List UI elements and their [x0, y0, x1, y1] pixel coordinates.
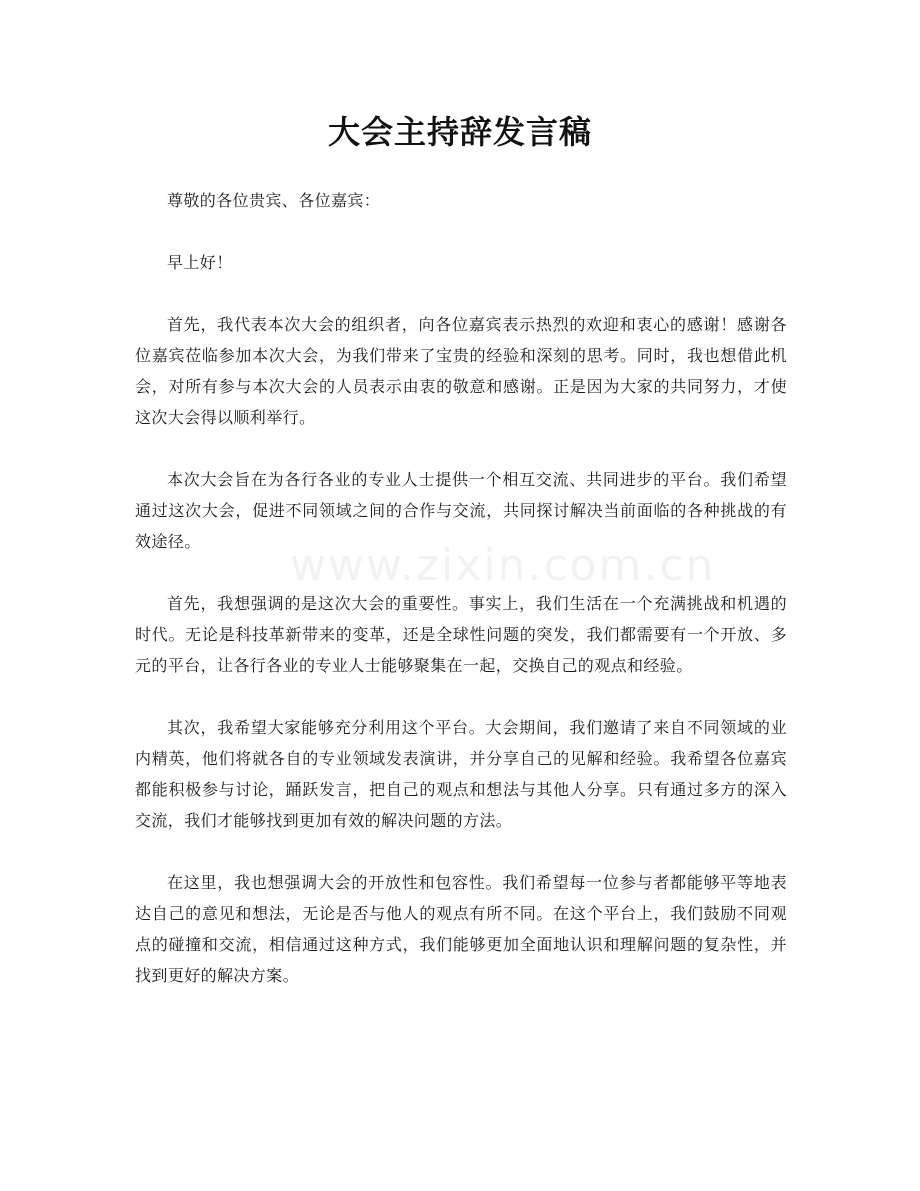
- document-body: [135, 185, 787, 1022]
- paragraph-participation: 其次，我希望大家能够充分利用这个平台。大会期间，我们邀请了来自不同领域的业内精英，他们将就各自的专业领域发表演讲，并分享自己的见解和经验。我希望各位嘉宾都能积极参与讨论，踊跃发言，把自己的观点和想法与其他人分享。只有通过多方的深入交流，我们才能够找到更加有效的解决问题的方法。: [135, 718, 787, 830]
- paragraph-welcome: 首先，我代表本次大会的组织者，向各位嘉宾表示热烈的欢迎和衷心的感谢！感谢各位嘉宾莅临参加本次大会，为我们带来了宝贵的经验和深刻的思考。同时，我也想借此机会，对所有参与本次大会的人员表示由衷的敬意和感谢。正是因为大家的共同努力，才使这次大会得以顺利举行。: [135, 315, 787, 427]
- paragraph-purpose: 本次大会旨在为各行各业的专业人士提供一个相互交流、共同进步的平台。我们希望通过这次大会，促进不同领域之间的合作与交流，共同探讨解决当前面临的各种挑战的有效途径。: [135, 470, 787, 551]
- paragraph-salutation: 尊敬的各位贵宾、各位嘉宾：: [167, 191, 381, 210]
- paragraph-openness: 在这里，我也想强调大会的开放性和包容性。我们希望每一位参与者都能够平等地表达自己的意见和想法，无论是否与他人的观点有所不同。在这个平台上，我们鼓励不同观点的碰撞和交流，相信通过这种方式，我们能够更加全面地认识和理解问题的复杂性，并找到更好的解决方案。: [135, 873, 787, 985]
- document-title: 大会主持辞发言稿: [327, 113, 592, 151]
- watermark: www.zixin.com.cn: [290, 540, 716, 591]
- paragraph-importance: 首先，我想强调的是这次大会的重要性。事实上，我们生活在一个充满挑战和机遇的时代。无论是科技革新带来的变革，还是全球性问题的突发，我们都需要有一个开放、多元的平台，让各行各业的专业人士能够聚集在一起，交换自己的观点和经验。: [135, 594, 787, 675]
- paragraph-greeting: 早上好！: [167, 253, 233, 272]
